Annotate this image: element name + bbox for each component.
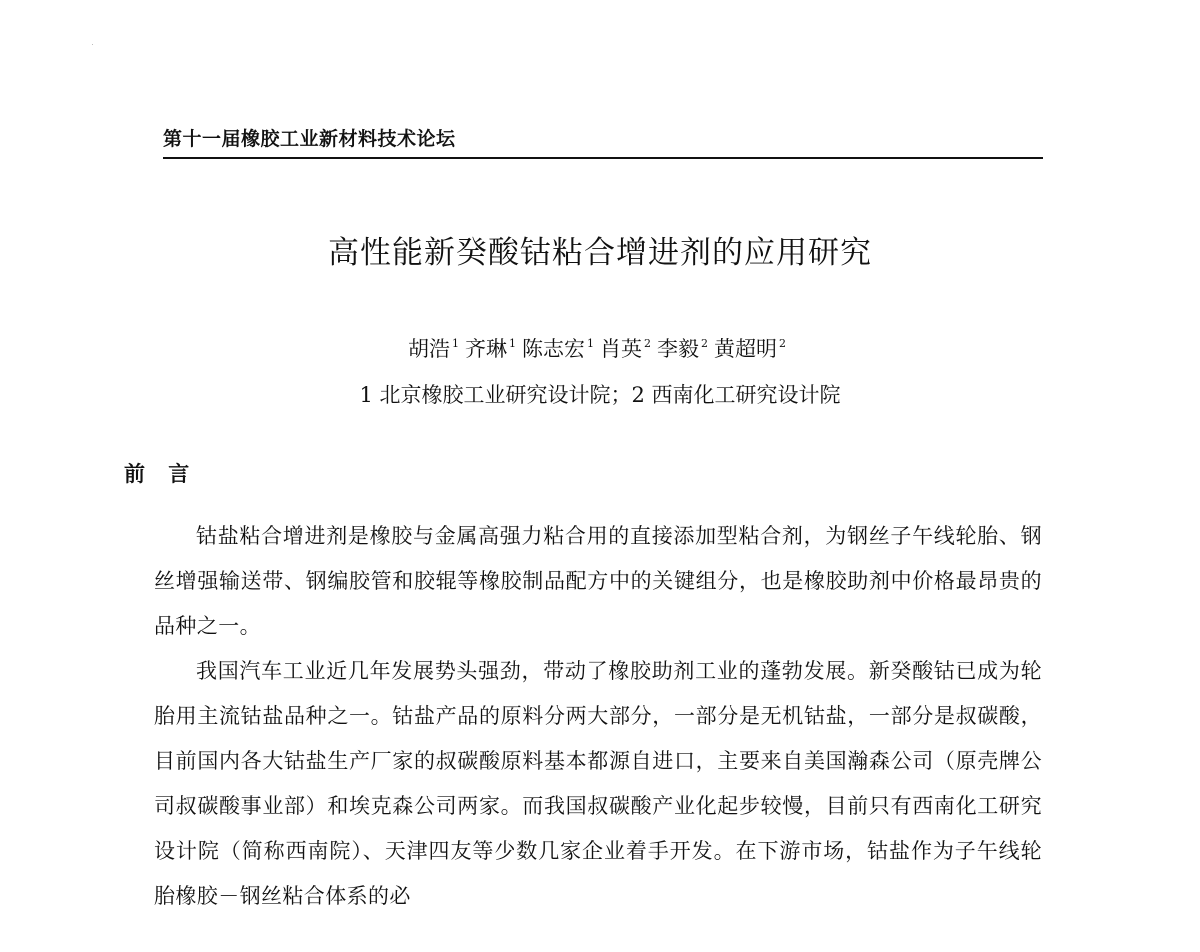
affiliation-line: 1 北京橡胶工业研究设计院；2 西南化工研究设计院	[359, 383, 841, 407]
author	[465, 330, 516, 363]
paragraph: 钴盐粘合增进剂是橡胶与金属高强力粘合用的直接添加型粘合剂，为钢丝子午线轮胎、钢丝增强输送带、钢编胶管和胶辊等橡胶制品配方中的关键组分，也是橡胶助剂中价格最昂贵的品种之一。	[154, 524, 1042, 638]
paper-title: 高性能新癸酸钴粘合增进剂的应用研究	[328, 235, 872, 271]
author-affiliation-mark: 1	[452, 337, 459, 350]
author-name: 陈志宏	[522, 337, 585, 361]
author	[714, 330, 786, 363]
author-name: 李毅	[657, 337, 699, 361]
author-affiliation-mark: 2	[779, 337, 786, 350]
author-name: 齐琳	[465, 337, 507, 361]
author-name: 肖英	[600, 337, 642, 361]
author	[522, 330, 594, 363]
author-list	[0, 330, 1200, 363]
author-affiliation-mark: 1	[509, 337, 516, 350]
author-affiliation-mark: 2	[644, 337, 651, 350]
section-heading-preface: 前 言	[124, 462, 198, 486]
author	[408, 330, 459, 363]
author	[657, 330, 708, 363]
running-header-title: 第十一届橡胶工业新材料技术论坛	[163, 128, 456, 150]
header-rule	[163, 157, 1043, 159]
scan-speck	[92, 44, 93, 45]
paragraph: 我国汽车工业近几年发展势头强劲，带动了橡胶助剂工业的蓬勃发展。新癸酸钴已成为轮胎用主流钴盐品种之一。钴盐产品的原料分两大部分，一部分是无机钴盐，一部分是叔碳酸，目前国内各大钴盐生产厂家的叔碳酸原料基本都源自进口，主要来自美国瀚森公司（原壳牌公司叔碳酸事业部）和埃克森公司两家。而我国叔碳酸产业化起步较慢，目前只有西南化工研究设计院（简称西南院）、天津四友等少数几家企业着手开发。在下游市场，钴盐作为子午线轮胎橡胶－钢丝粘合体系的必	[154, 659, 1042, 908]
author	[600, 330, 651, 363]
author-name: 胡浩	[408, 337, 450, 361]
author-affiliation-mark: 1	[587, 337, 594, 350]
author-name: 黄超明	[714, 337, 777, 361]
author-affiliation-mark: 2	[701, 337, 708, 350]
body-text	[154, 514, 1042, 919]
running-header	[163, 126, 1043, 152]
